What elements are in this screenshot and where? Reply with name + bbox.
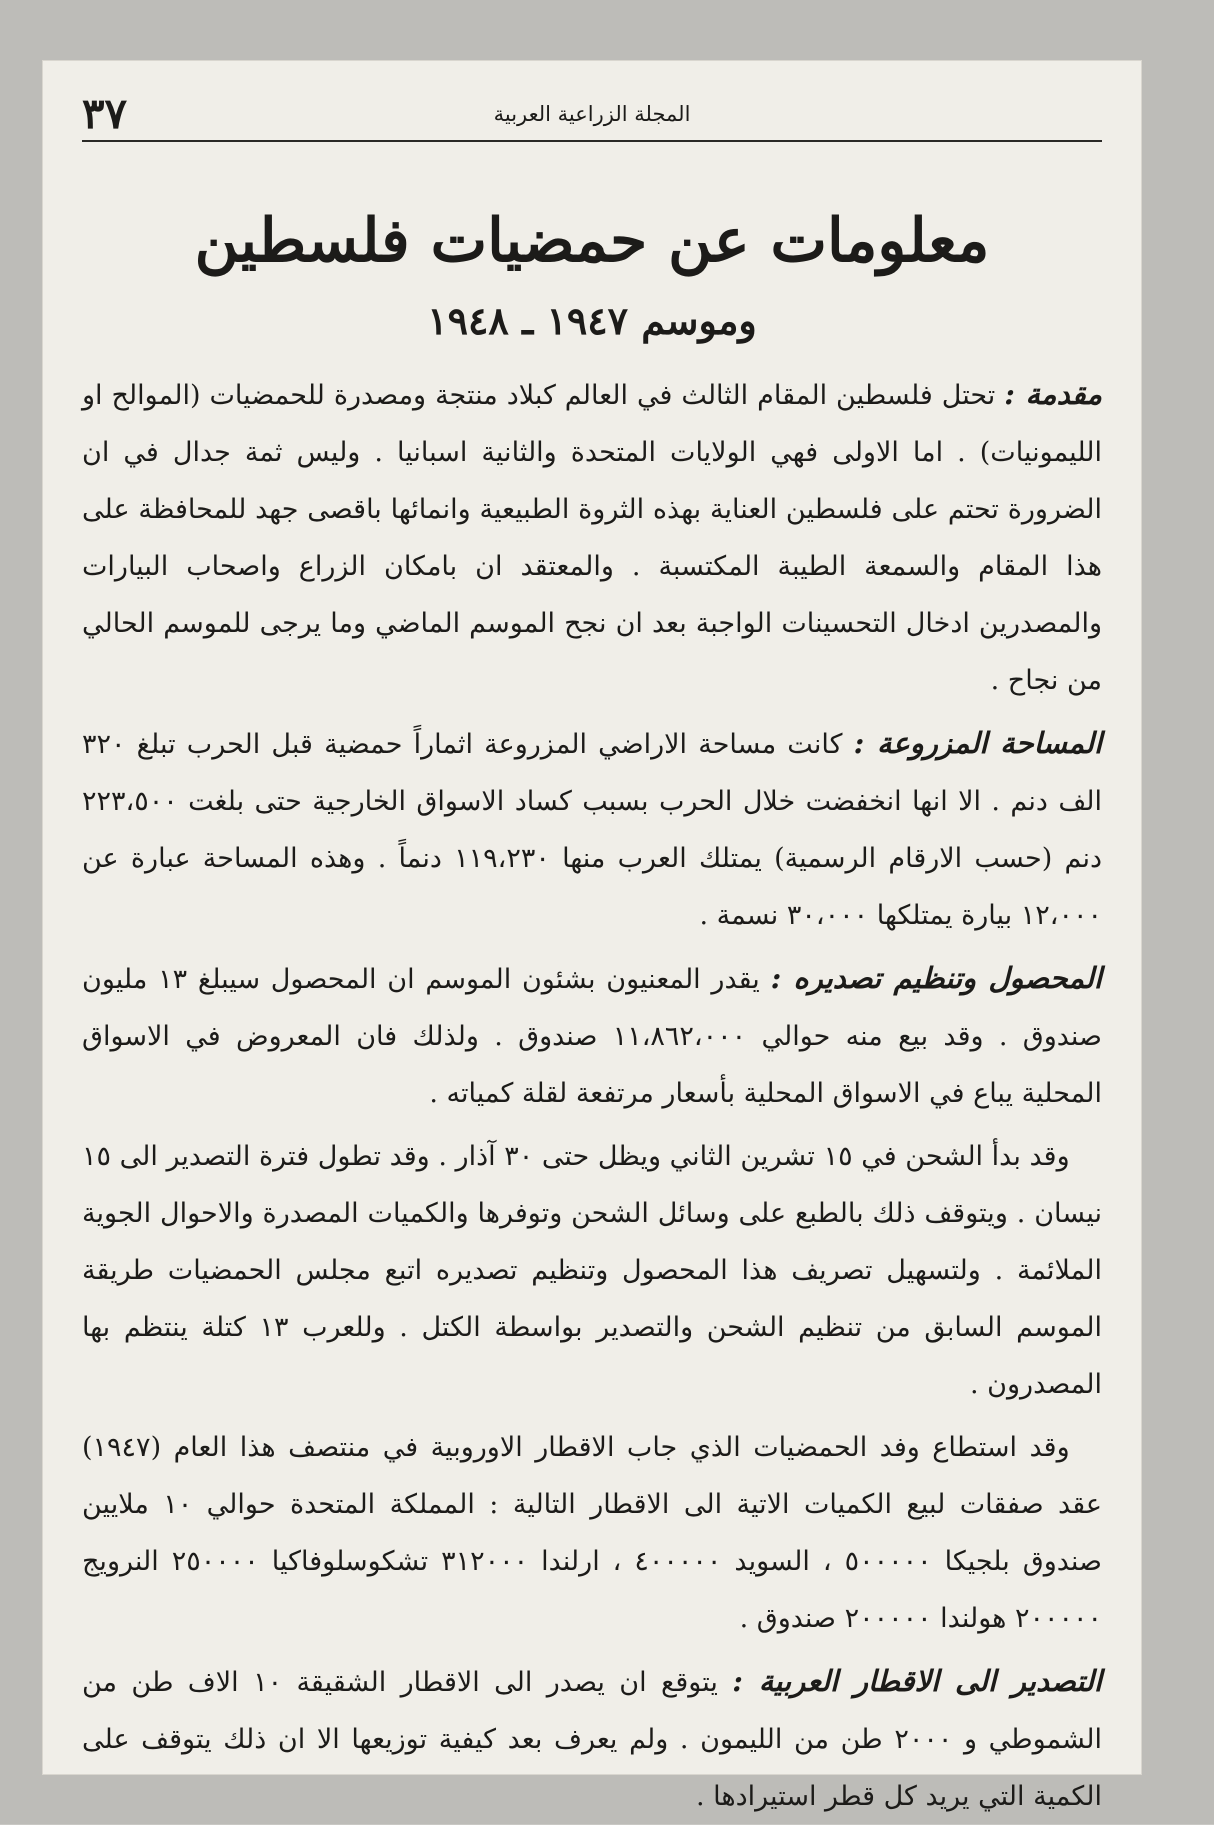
article-subtitle: وموسم ١٩٤٧ ـ ١٩٤٨ [427,298,757,343]
paragraph-text: وقد بدأ الشحن في ١٥ تشرين الثاني ويظل حتى ٣٠ آذار . وقد تطول فترة التصدير الى ١٥ نيسان . ويتوقف ذلك بالطبع على وسائل الشحن وتوفرها والكميات المصدرة والاحوال الجوية الملائمة . ولتسهيل تصريف هذا المحصول وتنظيم تصديره اتبع مجلس الحمضيات طريقة الموسم السابق من تنظيم الشحن والتصدير بواسطة الكتل . وللعرب ١٣ كتلة ينتظم بها المصدرون . [82,1141,1102,1400]
running-header [82,88,1102,142]
paragraph-text: وقد استطاع وفد الحمضيات الذي جاب الاقطار الاوروبية في منتصف هذا العام (١٩٤٧) عقد صفقات لبيع الكميات الاتية الى الاقطار التالية : المملكة المتحدة حوالي ١٠ ملايين صندوق بلجيكا ٥٠٠٠٠٠ ، السويد ٤٠٠٠٠٠ ، ارلندا ٣١٢٠٠٠ تشكوسلوفاكيا ٢٥٠٠٠٠ النرويج ٢٠٠٠٠٠ هولندا ٢٠٠٠٠٠ صندوق . [82,1432,1102,1634]
page-content [82,88,1102,1812]
paragraph-introduction [82,366,1102,709]
paragraph-text: يقدر المعنيون بشئون الموسم ان المحصول سيبلغ ١٣ مليون صندوق . وقد بيع منه حوالي ١١،٨٦٢،٠٠٠ صندوق . ولذلك فان المعروض في الاسواق المحلية يباع في الاسواق المحلية بأسعار مرتفعة لقلة كمياته . [82,964,1102,1109]
paragraph-crop-export [82,950,1102,1122]
paragraph-label: التصدير الى الاقطار العربية : [732,1664,1102,1698]
paragraph-text: كانت مساحة الاراضي المزروعة اثماراً حمضية قبل الحرب تبلغ ٣٢٠ الف دنم . الا انها انخفضت خلال الحرب بسبب كساد الاسواق الخارجية حتى بلغت ٢٢٣،٥٠٠ دنم (حسب الارقام الرسمية) يمتلك العرب منها ١١٩،٢٣٠ دنماً . وهذه المساحة عبارة عن ١٢،٠٠٠ بيارة يمتلكها ٣٠،٠٠٠ نسمة . [82,729,1102,931]
journal-name: المجلة الزراعية العربية [493,102,691,126]
paragraph-text: تحتل فلسطين المقام الثالث في العالم كبلاد منتجة ومصدرة للحمضيات (الموالح او الليمونيات) . اما الاولى فهي الولايات المتحدة والثانية اسبانيا . وليس ثمة جدال في ان الضرورة تحتم على فلسطين العناية بهذه الثروة الطبيعية وانمائها باقصى جهد للمحافظة على هذا المقام والسمعة الطيبة المكتسبة . والمعتقد ان بامكان الزراع واصحاب البيارات والمصدرين ادخال التحسينات الواجبة بعد ان نجح الموسم الماضي وما يرجى للموسم الحالي من نجاح . [82,380,1102,696]
paragraph-arab-export [82,1653,1102,1825]
paragraph-label: المساحة المزروعة : [853,726,1102,760]
paragraph-cultivated-area [82,715,1102,944]
paragraph-label: مقدمة : [1004,377,1102,411]
journal-page [42,60,1142,1812]
paragraph-european-deals [82,1419,1102,1647]
paragraph-shipping [82,1128,1102,1413]
article-title: معلومات عن حمضيات فلسطين [194,206,990,276]
paragraph-text: يتوقع ان يصدر الى الاقطار الشقيقة ١٠ الاف طن من الشموطي و ٢٠٠٠ طن من الليمون . ولم يعرف بعد كيفية توزيعها الا ان ذلك يتوقف على الكمية التي يريد كل قطر استيرادها . [82,1667,1102,1812]
paragraph-label: المحصول وتنظيم تصديره : [770,961,1102,995]
page-number: ٣٧ [82,89,128,138]
